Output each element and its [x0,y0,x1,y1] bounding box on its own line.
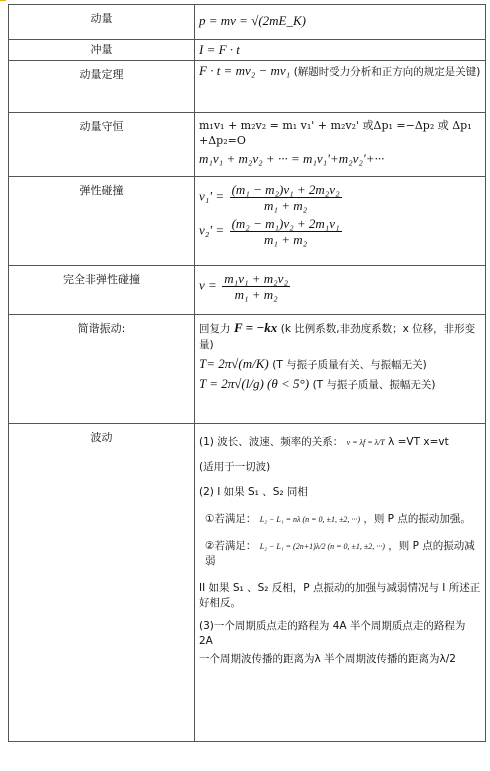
row-wave [9,424,486,742]
shm-spring-note: (T 与振子质量有关、与振幅无关) [272,359,427,371]
impulse-formula: I = F · t [199,42,240,57]
shm-pendulum-period [199,376,481,393]
wave-line-2: (适用于一切波) [199,461,271,473]
formula-cell [195,61,486,113]
wave-l4-suffix: ，则 P 点的振动加强。 [363,513,471,525]
elastic-v2-numerator: (m₂ − m₁)v₂ + 2m₁v₁ [231,216,340,231]
row-theorem [9,61,486,113]
wave-line-3: (2) I 如果 S₁ 、S₂ 同相 [199,486,308,498]
row-name: 弹性碰撞 [9,177,195,266]
row-name: 动量 [9,5,195,40]
physics-formula-table [8,4,486,742]
formula-cell [195,40,486,61]
shm-restore-prefix: 回复力 [199,323,231,335]
row-conservation [9,113,486,177]
theorem-formula: F · t = mv₂ − mv₁ [199,63,291,78]
row-name: 动量守恒 [9,113,195,177]
row-inelastic [9,266,486,315]
wave-l5-formula: L₂ − L₁ = (2n+1)λ/2 (n = 0, ±1, ±2, ···) [259,542,385,551]
elastic-v2 [199,216,481,247]
shm-pendulum-formula: T = 2π√(l/g) (θ < 5°) [199,376,310,391]
inelastic-formula [199,271,481,302]
elastic-v1-denominator: m₁ + m₂ [264,198,308,213]
corner-mark [0,0,6,1]
elastic-v1-lhs: v₁' = [199,188,225,204]
inelastic-fraction [222,271,290,302]
formula-cell [195,113,486,177]
wave-line-8: 一个周期波传播的距离为λ 半个周期波传播的距离为λ/2 [199,653,456,665]
wave-l5-suffix: ，则 P 点的振动减弱 [205,540,475,567]
momentum-formula: p = mv = √(2mE_K) [199,13,306,28]
formula-cell [195,177,486,266]
row-impulse [9,40,486,61]
shm-spring-period [199,356,481,373]
inelastic-denominator: m₁ + m₂ [234,287,278,302]
theorem-note: (解题时受力分析和正方向的规定是关键) [293,66,481,78]
wave-l4-prefix: ①若满足： [205,513,257,525]
row-name: 动量定理 [9,61,195,113]
elastic-v2-fraction [230,216,342,247]
conservation-line-1: m₁v₁ + m₂v₂ = m₁ v₁' + m₂v₂' 或Δp₁ =−Δp₂ 或 Δp₁ +Δp₂=O [199,119,472,147]
wave-line-7: (3)一个周期质点走的路程为 4A 半个周期质点走的路程为 2A [199,620,466,647]
wave-line-5 [199,539,481,569]
row-name: 简谐振动: [9,315,195,424]
inelastic-numerator: m₁v₁ + m₂v₂ [224,271,288,286]
elastic-v1 [199,182,481,213]
wave-line-6: II 如果 S₁ 、S₂ 反相，P 点振动的加强与减弱情况与 I 所述正好相反。 [199,582,481,609]
elastic-v2-denominator: m₁ + m₂ [264,232,308,247]
row-name: 冲量 [9,40,195,61]
wave-l4-formula: L₂ − L₁ = nλ (n = 0, ±1, ±2, ···) [259,515,360,524]
row-name: 完全非弹性碰撞 [9,266,195,315]
shm-spring-formula: T= 2π√(m/K) [199,356,269,371]
wave-line-4 [199,512,481,527]
wave-l5-prefix: ②若满足： [205,540,257,552]
conservation-line-2: m₁v₁ + m₂v₂ + ··· = m₁v₁'+m₂v₂'+··· [199,151,385,166]
shm-restoring-force [199,320,481,353]
formula-cell [195,315,486,424]
wave-line-1 [199,435,481,450]
formula-cell [195,266,486,315]
inelastic-lhs: v = [199,277,217,293]
wave-l1-suffix: λ =VT x=vt [388,436,449,448]
formula-cell [195,5,486,40]
wave-l1-formula: v = λf = λ/T [346,438,385,447]
wave-l1-prefix: (1) 波长、波速、频率的关系： [199,436,344,448]
row-momentum [9,5,486,40]
elastic-v2-lhs: v₂' = [199,222,225,238]
formula-cell [195,424,486,742]
shm-restore-note: (k 比例系数,非劲度系数；x 位移，非形变量) [199,323,476,351]
elastic-v1-fraction [230,182,342,213]
shm-restore-formula: F = −kx [234,320,278,335]
row-elastic [9,177,486,266]
row-shm [9,315,486,424]
shm-pendulum-note: (T 与振子质量、振幅无关) [312,379,436,391]
row-name: 波动 [9,424,195,742]
elastic-v1-numerator: (m₁ − m₂)v₁ + 2m₂v₂ [231,182,340,197]
